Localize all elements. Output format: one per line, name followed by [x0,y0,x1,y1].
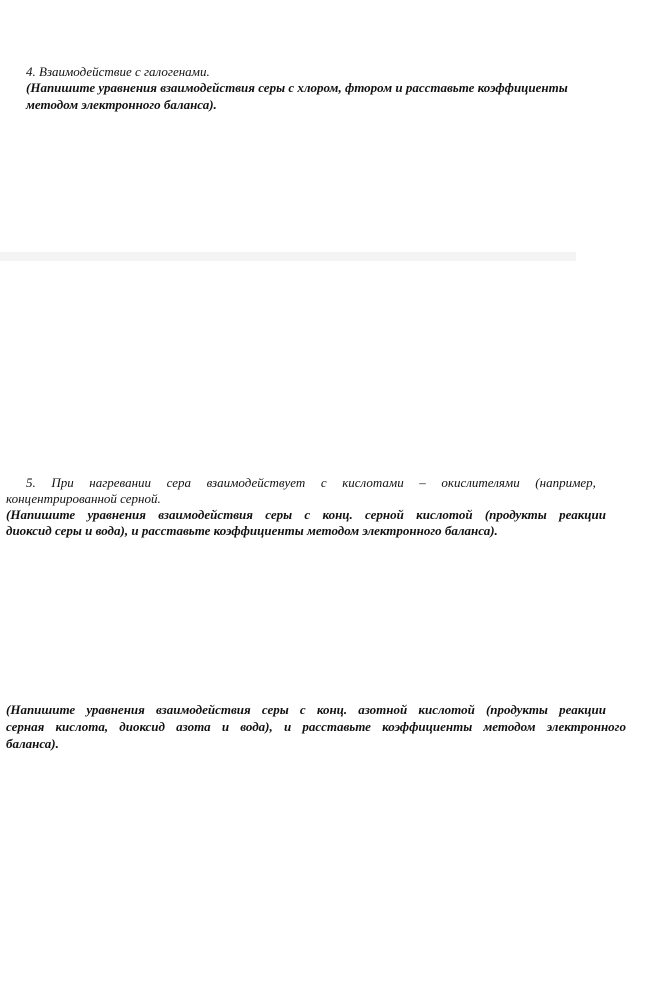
instruction-word: и [283,719,292,734]
section-5-instruction-b-line-2 [6,719,626,735]
instruction-word: с [304,507,311,522]
instruction-word: расставьте [302,719,371,734]
instruction-word: серной [365,507,404,522]
instruction-word: диоксид [119,719,165,734]
intro-word: окислителями [441,475,520,490]
section-4-heading: 4. Взаимодействие с галогенами. [26,64,210,79]
instruction-word: азота [176,719,211,734]
instruction-word: уравнения [87,507,146,522]
instruction-word: серная [6,719,45,734]
section-5-instruction-b-line-3: баланса). [6,736,59,751]
intro-word: 5. [26,475,36,490]
intro-word: взаимодействует [206,475,306,490]
section-4-instruction-line-2: методом электронного баланса). [26,97,217,112]
instruction-word: азотной [358,702,408,717]
section-5-instruction-a-line-2: диоксид серы и вода), и расставьте коэффициенты методом электронного баланса). [6,523,498,538]
section-5-intro-line-2: концентрированной серной. [6,491,161,506]
intro-word: кислотами [342,475,404,490]
instruction-word: взаимодействия [158,507,253,522]
instruction-word: (Напишите [6,702,76,717]
section-5-instruction-b-line-1 [6,702,606,718]
instruction-word: уравнения [86,702,145,717]
instruction-word: и [221,719,230,734]
instruction-word: конц. [316,702,348,717]
instruction-word: (продукты [485,702,548,717]
instruction-word: методом [483,719,536,734]
instruction-word: коэффициенты [382,719,473,734]
instruction-word: серы [265,507,293,522]
intro-word: При [51,475,74,490]
instruction-word: кислота, [55,719,109,734]
section-5-instruction-a-line-1 [6,507,606,523]
intro-word: с [320,475,327,490]
instruction-word: вода), [240,719,273,734]
instruction-word: (Напишите [6,507,76,522]
document-page-1 [0,0,576,252]
instruction-word: реакции [559,702,606,717]
instruction-word: конц. [322,507,353,522]
document-page-2 [0,261,626,1004]
instruction-word: серы [261,702,289,717]
intro-word: нагревании [89,475,152,490]
instruction-word: электронного [546,719,626,734]
page-separator [0,252,576,261]
instruction-word: (продукты [484,507,547,522]
instruction-word: реакции [559,507,606,522]
instruction-word: с [299,702,306,717]
section-4-instruction-line-1: (Напишите уравнения взаимодействия серы с хлором, фтором и расставьте коэффициенты [26,80,568,95]
instruction-word: кислотой [418,702,475,717]
intro-word: (например, [535,475,596,490]
intro-word: сера [166,475,191,490]
intro-word: – [419,475,426,490]
instruction-word: кислотой [416,507,473,522]
instruction-word: взаимодействия [156,702,251,717]
section-5-intro-line-1 [26,475,596,491]
